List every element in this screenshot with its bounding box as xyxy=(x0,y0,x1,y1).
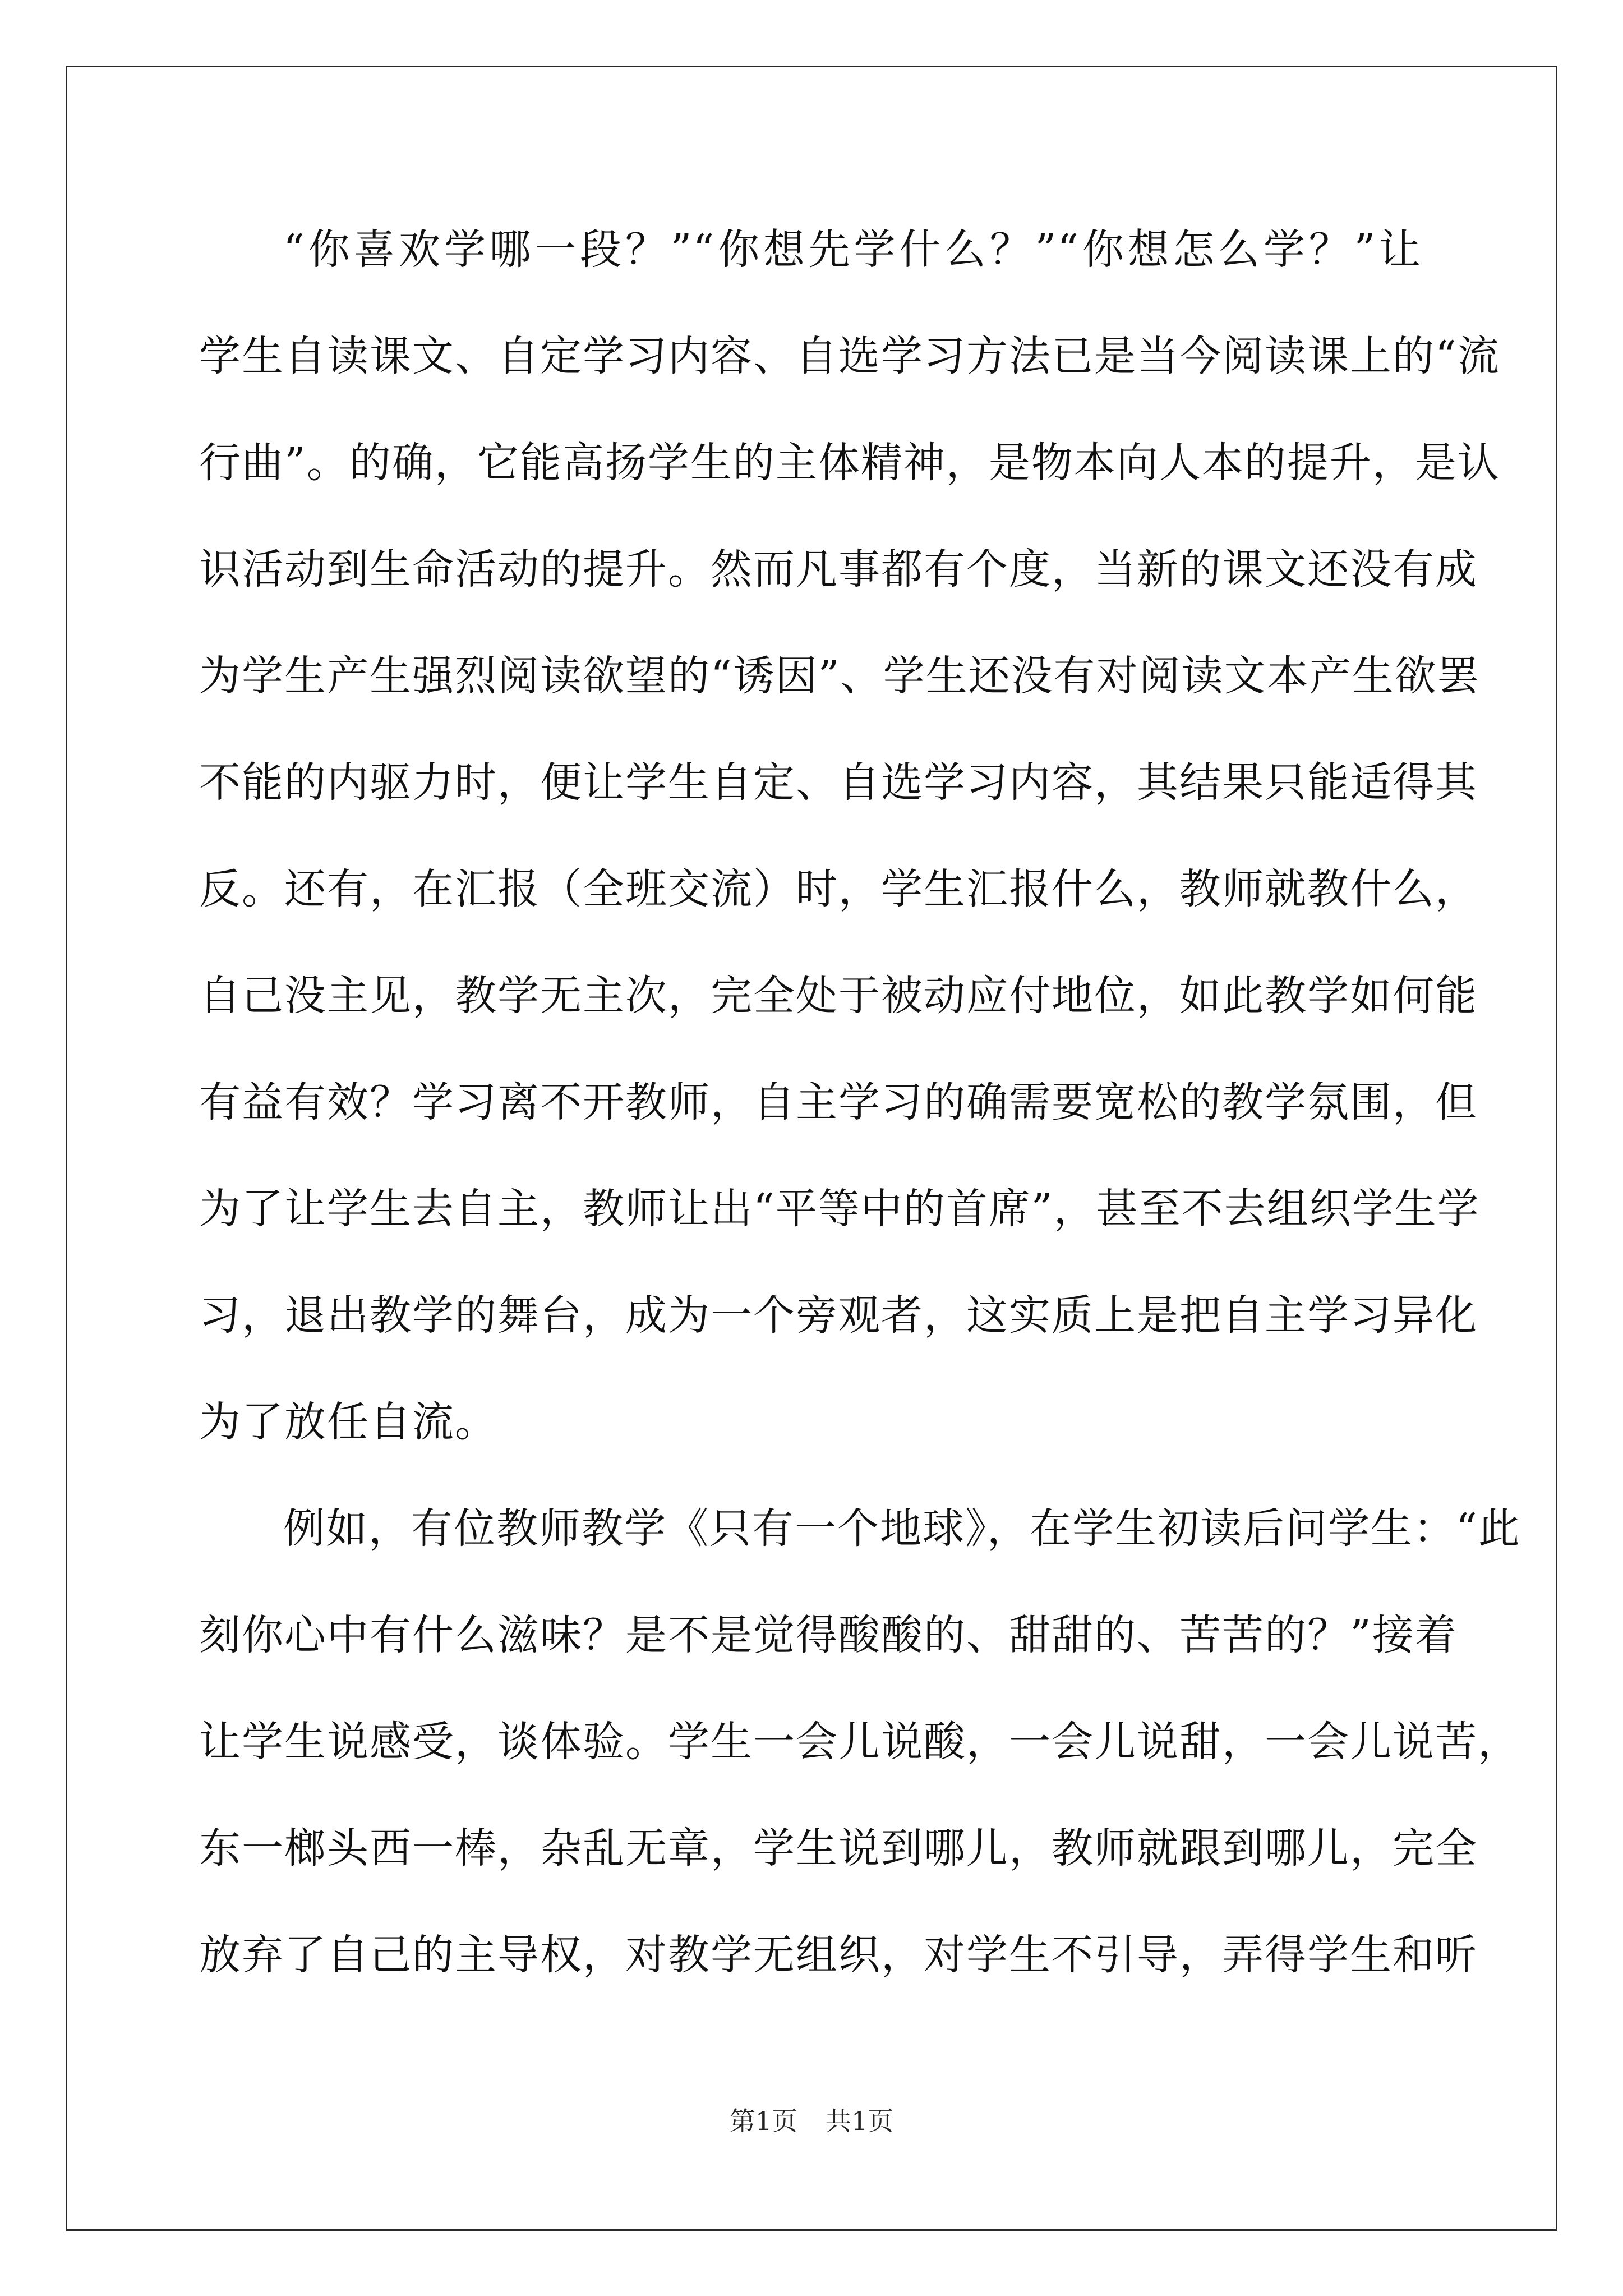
text-line: 学生自读课文、自定学习内容、自选学习方法已是当今阅读课上的“流 xyxy=(199,332,1500,380)
text-line: 放弃了自己的主导权，对教学无组织，对学生不引导，弄得学生和听 xyxy=(199,1931,1478,1979)
text-line: 为学生产生强烈阅读欲望的“诱因”、学生还没有对阅读文本产生欲罢 xyxy=(199,652,1480,700)
text-line: 自己没主见，教学无主次，完全处于被动应付地位，如此教学如何能 xyxy=(199,972,1478,1020)
text-line: 刻你心中有什么滋味？是不是觉得酸酸的、甜甜的、苦苦的？”接着 xyxy=(199,1611,1458,1659)
page-total: 共1页 xyxy=(826,2106,894,2136)
text-line: “你喜欢学哪一段？”“你想先学什么？”“你想怎么学？”让 xyxy=(283,226,1422,274)
text-line: 让学生说感受，谈体验。学生一会儿说酸，一会儿说甜，一会儿说苦， xyxy=(199,1718,1520,1766)
page-number: 第1页 xyxy=(729,2106,797,2136)
text-line: 习，退出教学的舞台，成为一个旁观者，这实质上是把自主学习异化 xyxy=(199,1291,1478,1340)
text-line: 为了让学生去自主，教师让出“平等中的首席”，甚至不去组织学生学 xyxy=(199,1185,1480,1233)
text-line: 识活动到生命活动的提升。然而凡事都有个度，当新的课文还没有成 xyxy=(199,545,1478,593)
text-line: 不能的内驱力时，便让学生自定、自选学习内容，其结果只能适得其 xyxy=(199,758,1478,807)
text-line: 例如，有位教师教学《只有一个地球》，在学生初读后问学生：“此 xyxy=(283,1504,1521,1553)
document-body xyxy=(199,208,1521,2019)
text-line: 有益有效？学习离不开教师，自主学习的确需要宽松的教学氛围，但 xyxy=(199,1078,1478,1126)
text-line: 行曲”。的确，它能高扬学生的主体精神，是物本向人本的提升，是认 xyxy=(199,439,1500,487)
text-line: 反。还有，在汇报（全班交流）时，学生汇报什么，教师就教什么， xyxy=(199,865,1478,913)
text-line: 东一榔头西一棒，杂乱无章，学生说到哪儿，教师就跟到哪儿，完全 xyxy=(199,1824,1478,1872)
paragraph-1 xyxy=(199,208,1500,1487)
page-footer xyxy=(0,2101,1623,2138)
text-line: 为了放任自流。 xyxy=(199,1398,497,1446)
paragraph-2 xyxy=(199,1487,1521,2019)
